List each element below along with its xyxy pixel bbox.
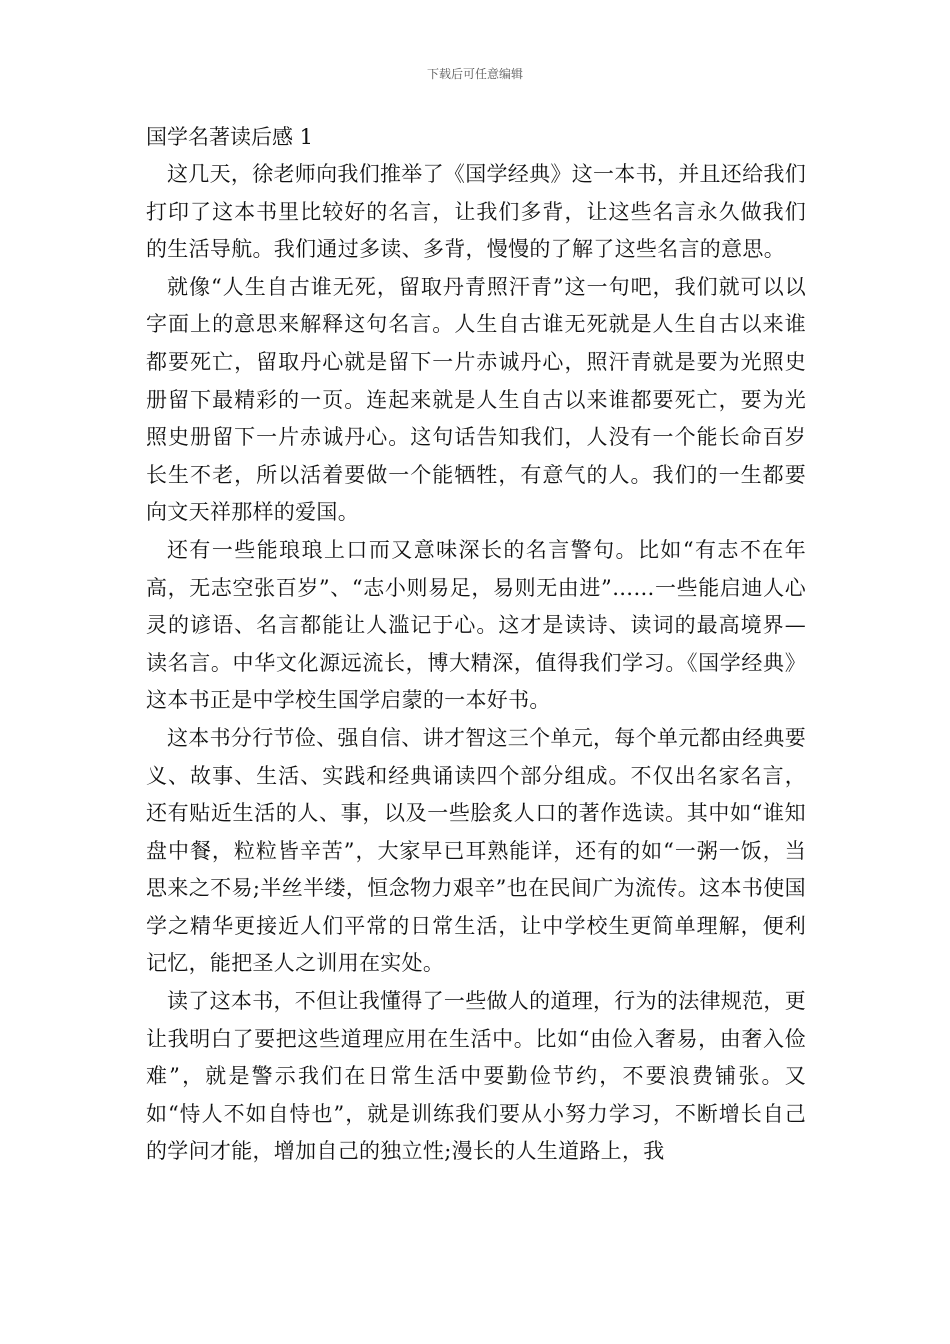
paragraph-2: 就像“人生自古谁无死，留取丹青照汗青”这一句吧，我们就可以以字面上的意思来解释这句名言。人生自古谁无死就是人生自古以来谁都要死亡，留取丹心就是留下一片赤诚丹心，照汗青就是要为光照史册留下最精彩的一页。连起来就是人生自古以来谁都要死亡，要为光照史册留下一片赤诚丹心。这句话告知我们，人没有一个能长命百岁长生不老，所以活着要做一个能牺牲，有意气的人。我们的一生都要向文天祥那样的爱国。 <box>146 274 806 525</box>
document-body <box>146 118 806 1171</box>
paragraph-1: 这几天，徐老师向我们推举了《国学经典》这一本书，并且还给我们打印了这本书里比较好的名言，让我们多背，让这些名言永久做我们的生活导航。我们通过多读、多背，慢慢的了解了这些名言的意思。 <box>146 162 806 262</box>
paragraph-3: 还有一些能琅琅上口而又意味深长的名言警句。比如“有志不在年高，无志空张百岁”、“志小则易足，易则无由进”……一些能启迪人心灵的谚语、名言都能让人滥记于心。这才是读诗、读词的最高境界—读名言。中华文化源远流长，博大精深，值得我们学习。《国学经典》这本书正是中学校生国学启蒙的一本好书。 <box>146 537 806 713</box>
header-note: 下载后可任意编辑 <box>426 67 523 81</box>
document-title: 国学名著读后感 1 <box>146 125 314 149</box>
paragraph-5: 读了这本书，不但让我懂得了一些做人的道理，行为的法律规范，更让我明白了要把这些道理应用在生活中。比如“由俭入奢易，由奢入俭难”，就是警示我们在日常生活中要勤俭节约，不要浪费铺张。又如“恃人不如自恃也”，就是训练我们要从小努力学习，不断增长自己的学问才能，增加自己的独立性;漫长的人生道路上，我 <box>146 989 806 1164</box>
paragraph-4: 这本书分行节俭、强自信、讲才智这三个单元，每个单元都由经典要义、故事、生活、实践和经典诵读四个部分组成。不仅出名家名言，还有贴近生活的人、事，以及一些脍炙人口的著作选读。其中如“谁知盘中餐，粒粒皆辛苦”，大家早已耳熟能详，还有的如“一粥一饭，当思来之不易;半丝半缕，恒念物力艰辛”也在民间广为流传。这本书使国学之精华更接近人们平常的日常生活，让中学校生更简单理解，便利记忆，能把圣人之训用在实处。 <box>146 725 806 976</box>
